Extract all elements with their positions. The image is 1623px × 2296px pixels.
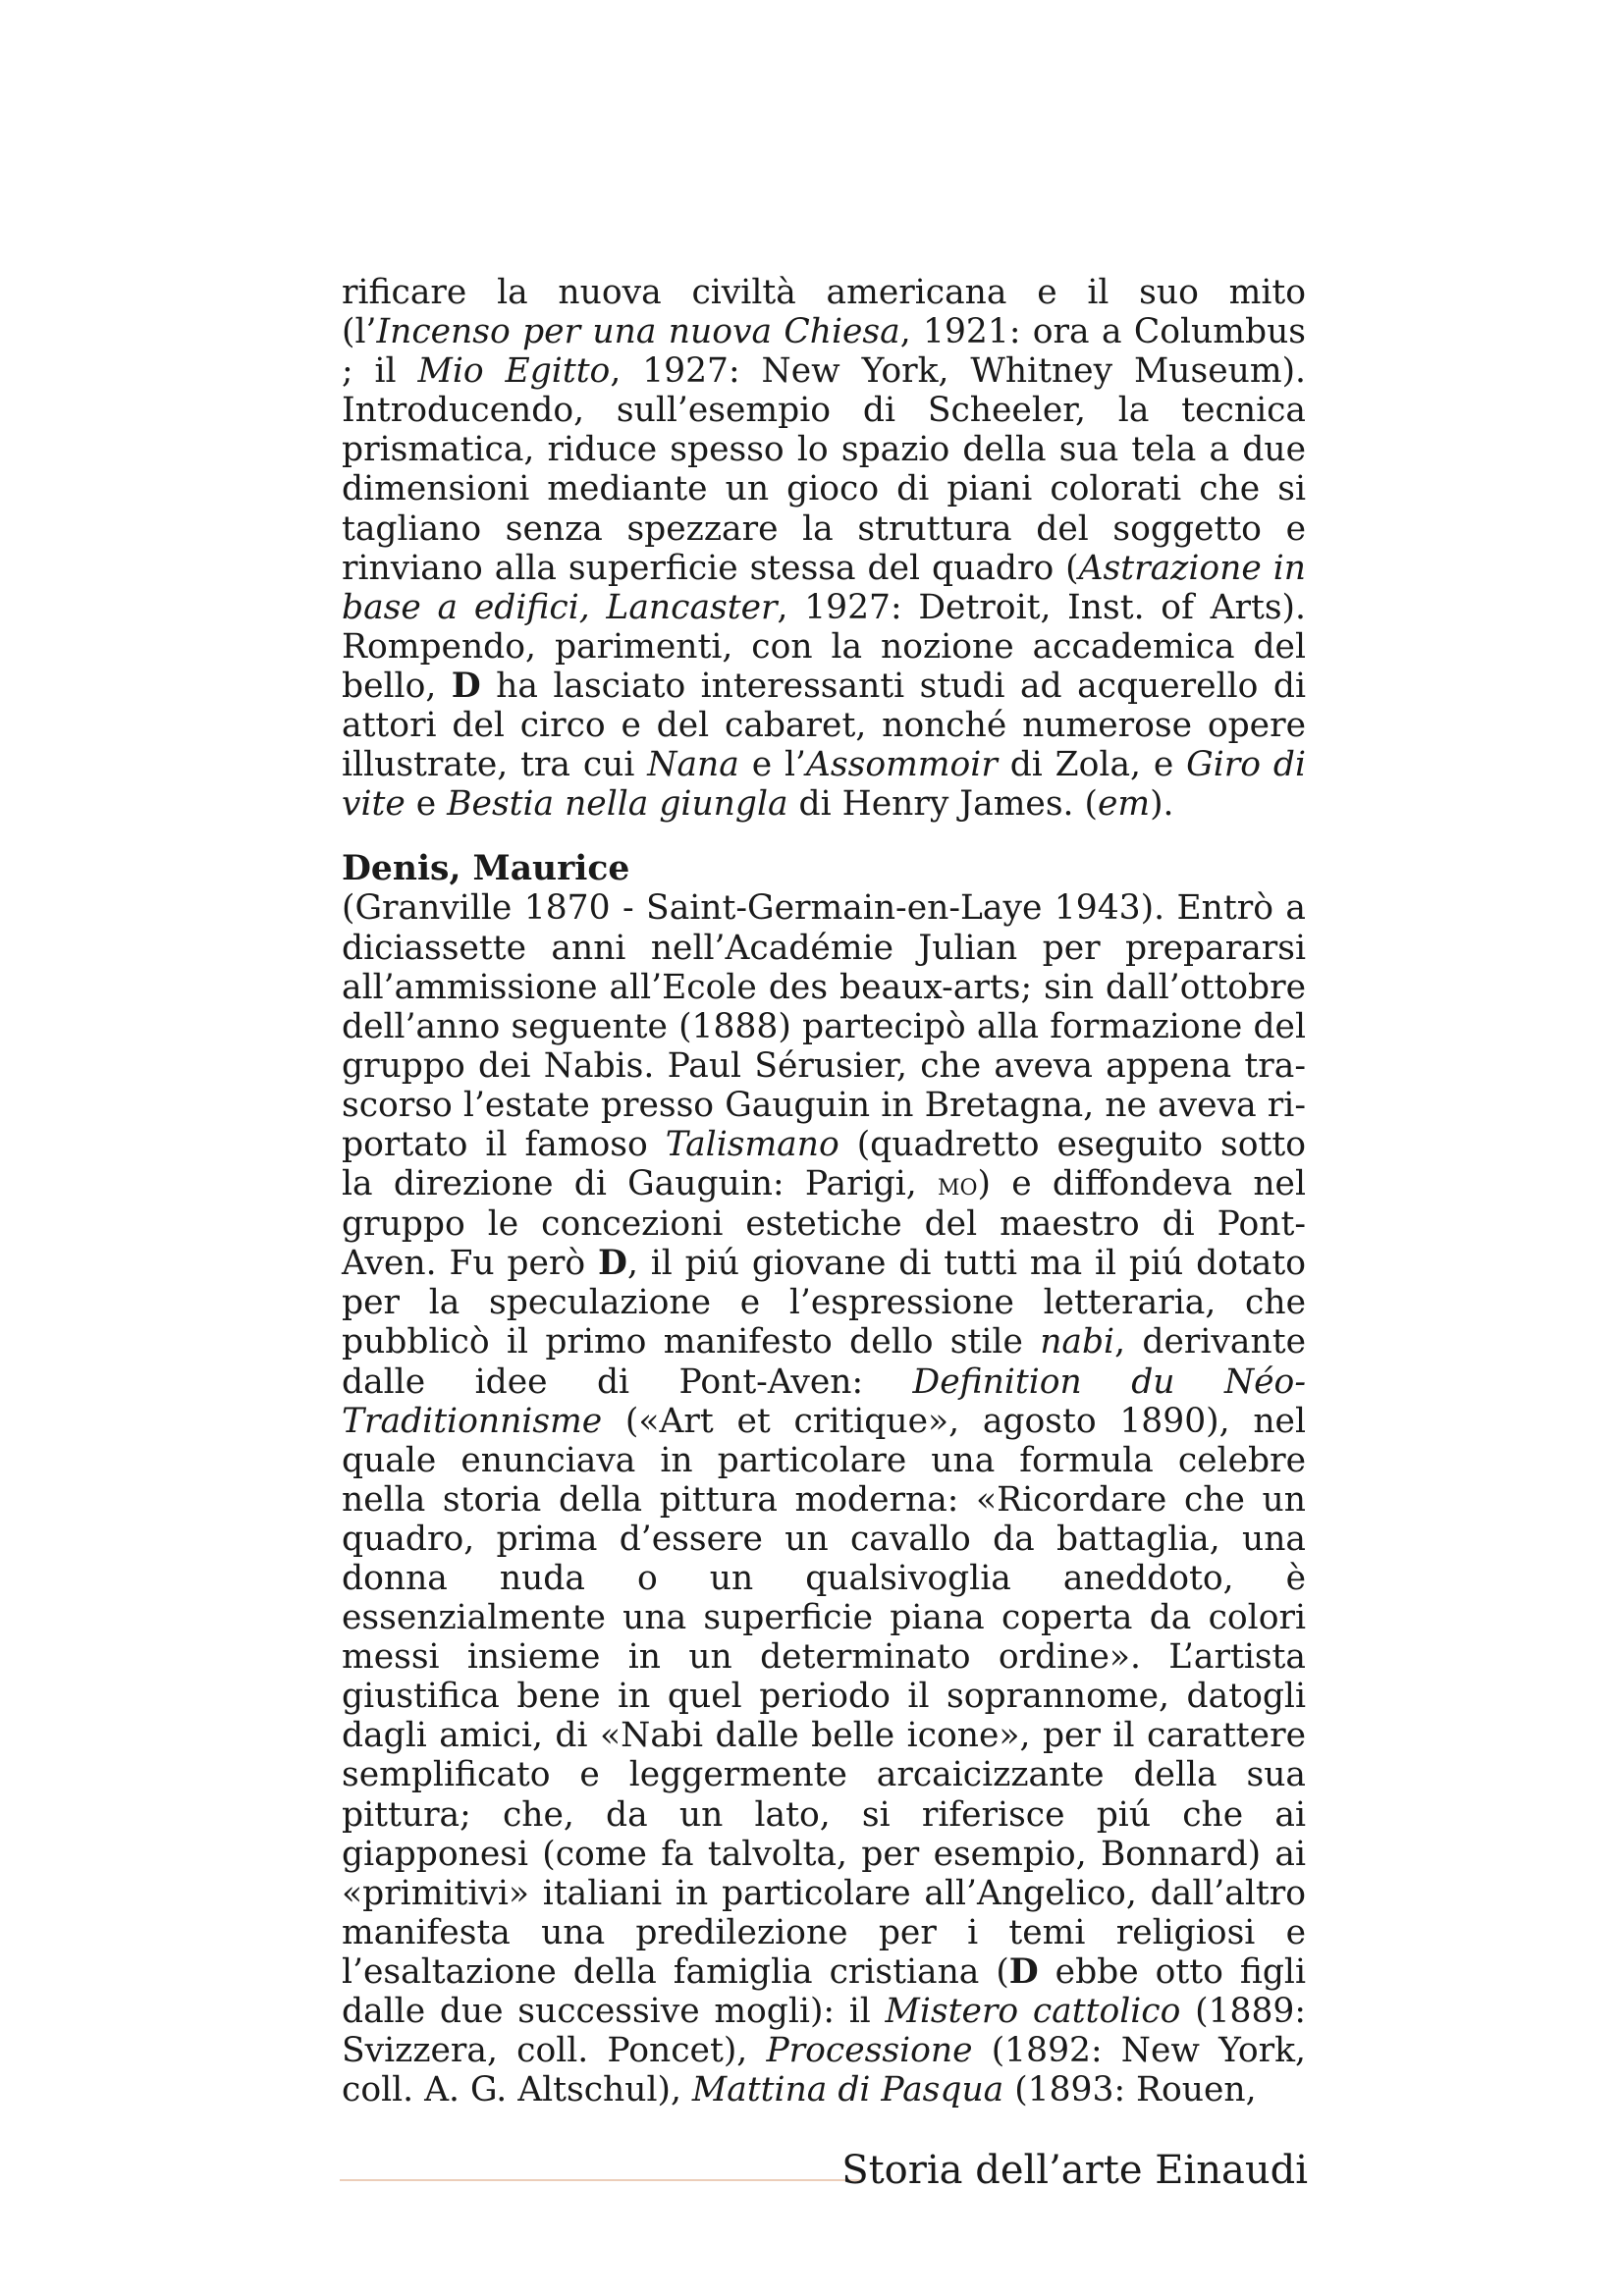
text-run: ebbe otto figli dalle due successive mogli): il — [342, 1951, 1307, 2032]
text-run: rificare la nuova civiltà americana e il suo mito (l’ — [342, 273, 1306, 352]
page-footer — [340, 2146, 1308, 2195]
text-run: , derivante dalle idee di Pont-Aven: — [342, 1322, 1306, 1402]
footer-title: Storia dell’arte Einaudi — [841, 2148, 1308, 2193]
artwork-title: Processione — [766, 2031, 973, 2071]
publication-title: Definition du Néo-Traditionnisme — [342, 1362, 1306, 1441]
text-run: (1889: Svizzera, coll. Poncet), — [342, 1992, 1306, 2071]
artist-abbreviation: D — [451, 666, 481, 706]
artist-abbreviation: D — [1008, 1951, 1039, 1992]
page-body — [342, 273, 1306, 2109]
artwork-title: Nana — [647, 745, 739, 785]
text-run: , 1927: Detroit, Inst. of Arts). Rompendo, parimenti, con la nozione accademica del bello, — [342, 587, 1306, 706]
text-run: (quadretto eseguito sotto la direzione di Gauguin: Parigi, — [342, 1124, 1306, 1204]
text-run: ) e diffondeva nel gruppo le concezioni estetiche del maestro di Pont-Aven. Fu però — [342, 1164, 1306, 1284]
text-run: , 1927: New York, Whitney Museum). Introducendo, sull’esempio di Scheeler, la tecnica prismatica, riduce spesso lo spazio della sua tela a due dimensioni mediante un gioco di piani colorati che si tagliano senza spezzare la struttura del soggetto e rinviano alla superficie stessa del quadro ( — [342, 351, 1307, 588]
text-run: di Zola, e — [997, 745, 1187, 785]
author-initials: em — [1097, 784, 1151, 825]
text-run: e — [405, 784, 448, 825]
artwork-title: Incenso per una nuova Chiesa — [376, 312, 900, 352]
artwork-title: Mio Egitto — [417, 351, 611, 392]
artwork-title: Giro di vite — [342, 745, 1306, 825]
style-term: nabi — [1040, 1322, 1115, 1362]
entry-heading: Denis, Maurice — [342, 849, 630, 889]
text-run: («Art et critique», agosto 1890), nel quale enunciava in particolare una formula celebre nella storia della pittura moderna: «Ricordare che un quadro, prima d’essere un cavallo da battaglia, una donna nuda o un qualsivoglia aneddoto, è essenzialmente una superficie piana coperta da colori messi insieme in un determinato ordine». L’artista giustifica bene in quel periodo il soprannome, datogli dagli amici, di «Nabi dalle belle icone», per il carattere semplificato e leggermente arcaicizzante della sua pittura; che, da un lato, si riferisce piú che ai giapponesi (come fa talvolta, per esempio, Bonnard) ai «primitivi» italiani in particolare all’Angelico, dall’altro manifesta una predilezione per i temi religiosi e l’esaltazione della famiglia cristiana ( — [342, 1401, 1306, 1992]
text-run: (Granville 1870 - Saint-Germain-en-Laye 1943). Entrò a diciassette anni nell’Académie Julian per prepararsi all’ammissione all’Ecole des beaux-arts; sin dall’ottobre dell’anno seguente (1888) partecipò alla formazione del gruppo dei Nabis. Paul Sérusier, che aveva appena trascorso l’estate presso Gauguin in Bretagna, ne aveva riportato il famoso — [342, 888, 1306, 1164]
paragraph-entry-body — [342, 888, 1306, 2109]
paragraph-continuation — [342, 273, 1306, 824]
text-run: (1892: New York, coll. A. G. Altschul), — [342, 2031, 1306, 2110]
text-run: ). — [1150, 784, 1174, 825]
text-run: , 1921: ora a Columbus ; il — [342, 312, 1306, 392]
artwork-title: Talismano — [665, 1124, 839, 1164]
text-run: di Henry James. ( — [787, 784, 1098, 825]
artist-abbreviation: D — [598, 1244, 627, 1284]
artwork-title: Mattina di Pasqua — [691, 2070, 1004, 2110]
text-run: e l’ — [738, 745, 806, 785]
artwork-title: Mistero cattolico — [885, 1992, 1181, 2032]
artwork-title: Assommoir — [806, 745, 998, 785]
footer-rule — [340, 2179, 860, 2181]
museum-abbreviation: mo — [937, 1167, 978, 1203]
text-run: , il piú giovane di tutti ma il piú dotato per la speculazione e l’espressione letteraria, che pubblicò il primo manifesto dello stile — [342, 1244, 1307, 1362]
text-run: (1893: Rouen, — [1003, 2070, 1257, 2110]
artwork-title: Bestia nella giungla — [447, 784, 788, 825]
artwork-title: Astrazione in base a edifici, Lancaster — [342, 548, 1306, 627]
text-run: ha lasciato interessanti studi ad acquerello di attori del circo e del cabaret, nonché numerose opere illustrate, tra cui — [342, 666, 1306, 785]
